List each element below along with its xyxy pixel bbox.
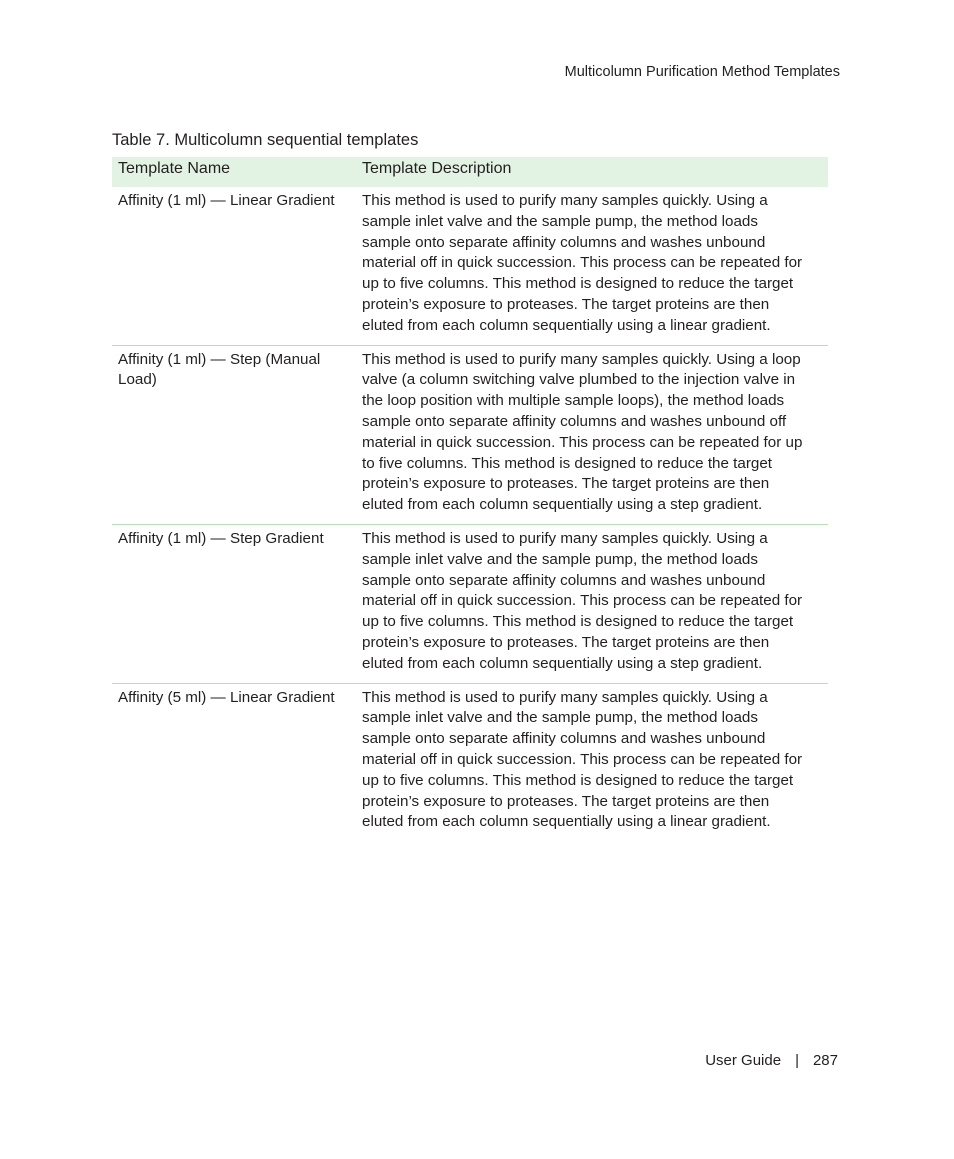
table-row (112, 683, 828, 841)
templates-table-container (112, 157, 828, 841)
running-header: Multicolumn Purification Method Templates (564, 64, 840, 80)
template-name-cell: Affinity (1 ml) — Linear Gradient (112, 187, 356, 345)
page-footer (705, 1052, 838, 1069)
templates-table (112, 157, 828, 841)
footer-separator: | (795, 1052, 799, 1069)
table-header (112, 157, 828, 187)
table-caption: Table 7. Multicolumn sequential templates (112, 131, 419, 149)
table-row (112, 345, 828, 524)
template-name-cell: Affinity (1 ml) — Step (Manual Load) (112, 345, 356, 524)
column-header-template-name: Template Name (112, 157, 356, 187)
template-description-cell: This method is used to purify many samples quickly. Using a sample inlet valve and the sample pump, the method loads sample onto separate affinity columns and washes unbound material off in quick succession. This process can be repeated for up to five columns. This method is designed to reduce the target protein’s exposure to proteases. The target proteins are then eluted from each column sequentially using a linear gradient. (362, 688, 803, 831)
template-description-cell: This method is used to purify many samples quickly. Using a sample inlet valve and the sample pump, the method loads sample onto separate affinity columns and washes unbound material off in quick succession. This process can be repeated for up to five columns. This method is designed to reduce the target protein’s exposure to proteases. The target proteins are then eluted from each column sequentially using a linear gradient. (356, 187, 828, 345)
table-row (112, 187, 828, 345)
table-row (112, 524, 828, 683)
column-header-template-description: Template Description (356, 157, 828, 187)
template-description-cell: This method is used to purify many samples quickly. Using a loop valve (a column switching valve plumbed to the injection valve in the loop position with multiple sample loops), the method loads sample onto separate affinity columns and washes unbound off material in quick succession. This process can be repeated for up to five columns. This method is designed to reduce the target protein’s exposure to proteases. The target proteins are then eluted from each column sequentially using a step gradient. (356, 345, 828, 524)
template-name-cell: Affinity (1 ml) — Step Gradient (112, 524, 356, 683)
template-name-cell: Affinity (5 ml) — Linear Gradient (118, 688, 335, 706)
page-number: 287 (812, 1052, 838, 1069)
table-body (112, 187, 828, 841)
footer-guide-label: User Guide (705, 1052, 782, 1069)
table-header-row (112, 157, 828, 187)
template-description-cell: This method is used to purify many samples quickly. Using a sample inlet valve and the sample pump, the method loads sample onto separate affinity columns and washes unbound material off in quick succession. This process can be repeated for up to five columns. This method is designed to reduce the target protein’s exposure to proteases. The target proteins are then eluted from each column sequentially using a step gradient. (356, 524, 828, 683)
